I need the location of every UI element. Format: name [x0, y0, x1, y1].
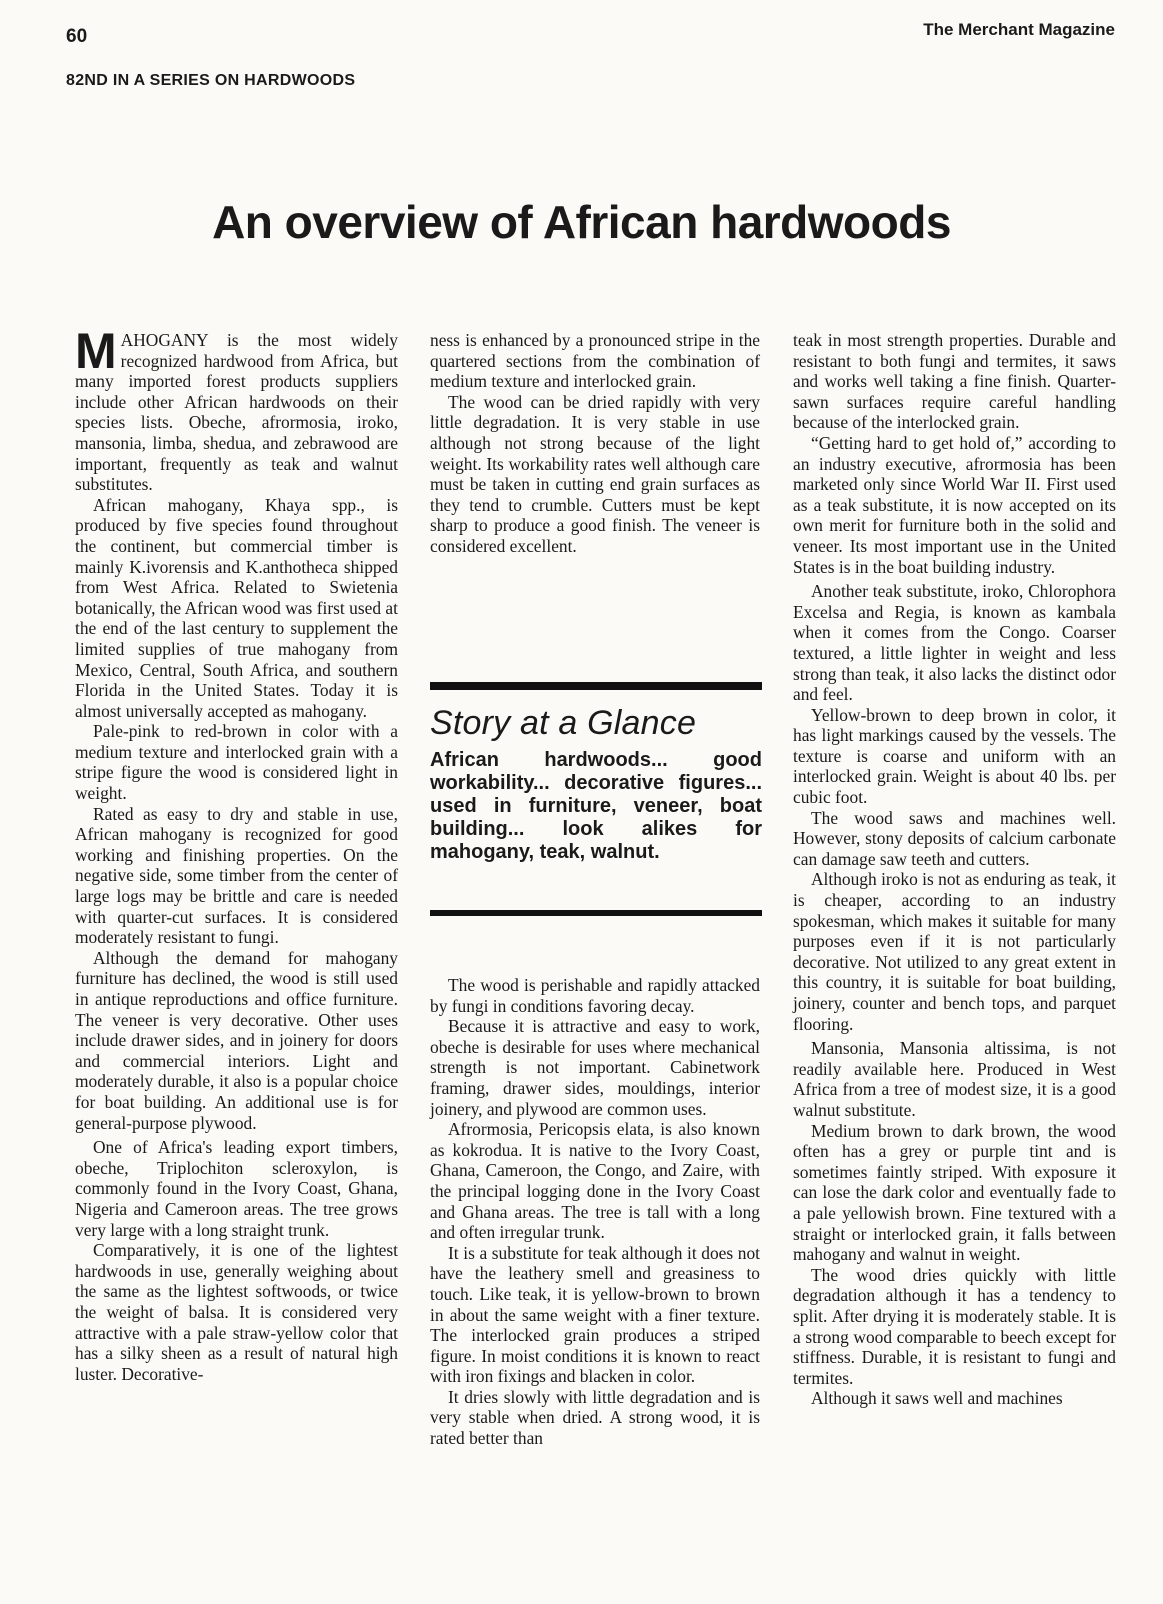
page-number: 60	[66, 26, 88, 47]
paragraph: Although iroko is not as enduring as teak, it is cheaper, according to an industry spokesman, which makes it suitable for many purposes even if it is not particularly decorative. Not utilized to any great extent in this country, it is suitable for boat building, joinery, counter and bench tops, and parquet flooring.	[793, 869, 1116, 1034]
paragraph: Another teak substitute, iroko, Chlorophora Excelsa and Regia, is known as kambala when it comes from the Congo. Coarser textured, a little lighter in weight and less strong than teak, it also lacks the distinct odor and feel.	[793, 581, 1116, 705]
story-at-a-glance-box	[430, 682, 762, 932]
paragraph: Comparatively, it is one of the lightest hardwoods in use, generally weighing about the same as the lightest softwoods, or twice the weight of balsa. It is considered very attractive with a pale straw-yellow color that has a silky sheen as a result of natural high luster. Decorative-	[75, 1240, 398, 1384]
paragraph: Yellow-brown to deep brown in color, it has light markings caused by the vessels. The texture is coarse and uniform with an interlocked grain. Weight is about 40 lbs. per cubic foot.	[793, 704, 1116, 808]
paragraph: Medium brown to dark brown, the wood often has a grey or purple tint and is sometimes faintly striped. With exposure it can lose the dark color and eventually fade to a pale yellowish brown. Fine textured with a straight or interlocked grain, it falls between mahogany and walnut in weight.	[793, 1120, 1116, 1265]
paragraph: The wood saws and machines well. However, stony deposits of calcium carbonate can damage saw teeth and cutters.	[793, 807, 1116, 869]
paragraph: “Getting hard to get hold of,” according to an industry executive, afrormosia has been marketed only since World War II. First used as a teak substitute, it is now accepted on its own merit for furniture both in the solid and veneer. Its most important use in the United States is in the boat building industry.	[793, 432, 1116, 577]
paragraph: teak in most strength properties. Durable and resistant to both fungi and termites, it saws and works well taking a fine finish. Quarter-sawn surfaces require careful handling because of the interlocked grain.	[793, 330, 1116, 433]
series-label: 82ND IN A SERIES ON HARDWOODS	[66, 72, 356, 89]
paragraph: It dries slowly with little degradation and is very stable when dried. A strong wood, it is rated better than	[430, 1386, 760, 1449]
paragraph: Mansonia, Mansonia altissima, is not readily available here. Produced in West Africa from a tree of modest size, it is a good walnut substitute.	[793, 1038, 1116, 1120]
glance-title: Story at a Glance	[430, 704, 697, 742]
column-3	[793, 330, 1116, 1586]
paragraph: AHOGANY is the most widely recognized hardwood from Africa, but many imported forest products suppliers include other African hardwoods on their species lists. Obeche, afrormosia, iroko, mansonia, limba, shedua, and zebrawood are important, frequently as teak and walnut substitutes.	[75, 330, 398, 495]
paragraph: The wood dries quickly with little degradation although it has a tendency to split. After drying it is moderately stable. It is a strong wood comparable to beech except for stiffness. Durable, it is resistant to fungi and termites.	[793, 1264, 1116, 1388]
drop-cap: M	[75, 323, 117, 379]
paragraph: Pale-pink to red-brown in color with a medium texture and interlocked grain with a stripe figure the wood is considered light in weight.	[75, 721, 398, 804]
paragraph: The wood is perishable and rapidly attacked by fungi in conditions favoring decay.	[430, 975, 760, 1016]
column-2-bottom	[430, 975, 760, 1587]
paragraph: Although it saws well and machines	[811, 1388, 1063, 1409]
glance-bottom-rule	[430, 910, 762, 916]
glance-summary: African hardwoods... good workability... decorative figures... used in furniture, veneer, boat building... look alikes for mahogany, teak, walnut.	[430, 749, 762, 863]
paragraph: One of Africa's leading export timbers, obeche, Triplochiton scleroxylon, is commonly found in the Ivory Coast, Ghana, Nigeria and Cameroon areas. The tree grows very large with a long straight trunk.	[75, 1137, 398, 1240]
paragraph: Although the demand for mahogany furniture has declined, the wood is still used in antique reproductions and office furniture. The veneer is very decorative. Other uses include drawer sides, and in joinery for doors and commercial interiors. Light and moderately durable, it also is a popular choice for boat building. An additional use is for general-purpose plywood.	[75, 947, 398, 1133]
column-2-top	[430, 330, 760, 620]
paragraph: Afrormosia, Pericopsis elata, is also known as kokrodua. It is native to the Ivory Coast, Ghana, Cameroon, the Congo, and Zaire, with the principal logging done in the Ivory Coast and Ghana areas. The tree is tall with a long and often irregular trunk.	[430, 1119, 760, 1243]
glance-top-rule	[430, 682, 762, 690]
article-headline: An overview of African hardwoods	[212, 196, 951, 248]
paragraph: Rated as easy to dry and stable in use, African mahogany is recognized for good working and finishing properties. On the negative side, some timber from the center of large logs may be brittle and care is needed with quarter-cut surfaces. It is considered moderately resistant to fungi.	[75, 803, 398, 948]
paragraph: It is a substitute for teak although it does not have the leathery smell and greasiness to touch. Like teak, it is yellow-brown to brown in about the same weight with a finer texture. The interlocked grain produces a striped figure. In moist conditions it is known to react with iron fixings and blacken in color.	[430, 1242, 760, 1387]
column-1	[75, 323, 398, 1586]
paragraph: The wood can be dried rapidly with very little degradation. It is very stable in use although not strong because of the light weight. Its workability rates well although care must be taken in cutting end grain surfaces as they tend to crumble. Cutters must be kept sharp to produce a good finish. The veneer is considered excellent.	[430, 391, 760, 556]
paragraph: African mahogany, Khaya spp., is produced by five species found throughout the continent, but commercial timber is mainly K.ivorensis and K.anthotheca shipped from West Africa. Related to Swietenia botanically, the African wood was first used at the end of the last century to supplement the limited supplies of true mahogany from Mexico, Central, South Africa, and southern Florida in the United States. Today it is almost universally accepted as mahogany.	[75, 494, 398, 721]
magazine-title: The Merchant Magazine	[923, 20, 1115, 39]
paragraph: ness is enhanced by a pronounced stripe in the quartered sections from the combination of medium texture and interlocked grain.	[430, 330, 760, 392]
paragraph: Because it is attractive and easy to work, obeche is desirable for uses where mechanical strength is not important. Cabinetwork framing, drawer sides, mouldings, interior joinery, and plywood are common uses.	[430, 1016, 760, 1119]
